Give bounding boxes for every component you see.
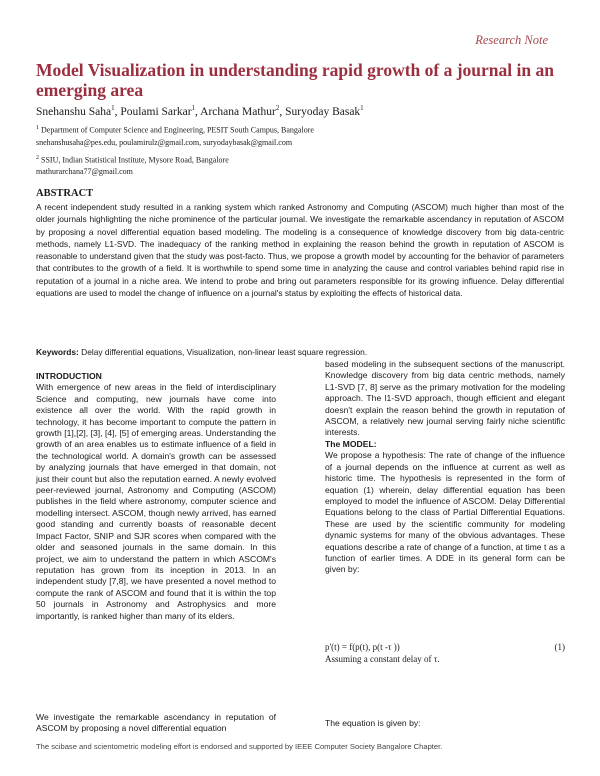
right-column bbox=[325, 359, 565, 439]
introduction-heading: INTRODUCTION bbox=[36, 371, 102, 381]
equation-intro-text: The equation is given by: bbox=[325, 718, 421, 728]
introduction-paragraph: With emergence of new areas in the field of interdisciplinary Science and computing, new journals have come into existence all over the world. With the rapid growth in technology, it has become important to compute the pattern in growth [1],[2], [3], [4], [5] of emerging areas. Understanding the growth of an area enables us to estimate influence of a field in the technological world. A domain's growth can be assessed by analyzing journals that have emerged in that domain, not just their count but also the reputation earned. A newly evolved peer-reviewed journal, Astronomy and Computing (ASCOM) publishes in the field where astronomy, computer science and modelling intersect. ASCOM, though newly arrived, has earned good standing and currently boasts of reasonable decent Impact Factor, SNIP and SJR scores when compared with the older and seasoned journals in the same domain. In this project, we aim to understand the pattern in which ASCOM's reputation has grown from its inception in 2013. In an independent study [7,8], we have presented a novel method to compute the rank of ASCOM and found that it is within the top 50 journals in Astronomy and Astrophysics and more importantly, is ranked higher than many of its elders. bbox=[36, 382, 276, 621]
keywords bbox=[36, 346, 564, 358]
left-column-continued bbox=[36, 712, 276, 735]
equation: p'(t) = f(p(t), p(t -τ )) bbox=[325, 642, 400, 652]
author-list: Snehanshu Saha$^1$, Poulami Sarkar$^1$, Archana Mathur$^2$, Suryoday Basak$^1$ bbox=[36, 104, 364, 118]
right-paragraph-1: based modeling in the subsequent sections of the manuscript. Knowledge discovery from big data centric methods, namely L1-SVD [7, 8] serve as the primary motivation for the modeling approach. The l1-SVD approach, though efficient and elegant doesn't explain the reason behind the growth in reputation of ASCOM, a relatively new journal serving fairly niche scientific interests. bbox=[325, 359, 565, 438]
author-affil-mark: 1 bbox=[360, 104, 364, 112]
equation-block bbox=[325, 641, 565, 665]
abstract-text: A recent independent study resulted in a ranking system which ranked Astronomy and Computing (ASCOM) much higher than most of the older journals highlighting the niche prominence of the particular journal. We investigate the remarkable ascendancy in reputation of ASCOM by proposing a novel differential equation based modeling. The modeling is a consequence of knowledge discovery from big data-centric methods, namely L1-SVD. The inadequacy of the ranking method in explaining the reason behind the growth in reputation of ASCOM is reasonable to understand given that the study was post-facto. Thus, we propose a growth model by accounting for the behavior of parameters that contributes to the growth of a field. It is worthwhile to spend some time in analyzing the cause and control variables behind rapid rise in reputation of a journal in a niche area. We intend to probe and bring out parameters responsible for its growing influence. Delay differential equations are used to model the change of influence on a journal's status by exploiting the effects of historical data. bbox=[36, 202, 564, 299]
author-affil-mark: 1 bbox=[111, 104, 115, 112]
author-name: Archana Mathur bbox=[200, 105, 276, 118]
author-name: Suryoday Basak bbox=[285, 105, 361, 118]
affiliation-1: $^1$ Department of Computer Science and Engineering, PESIT South Campus, Bangalore bbox=[36, 125, 314, 135]
footer-note: The scibase and scientometric modeling effort is endorsed and supported by IEEE Computer Society Bangalore Chapter. bbox=[36, 742, 443, 751]
delay-note: Assuming a constant delay of τ. bbox=[325, 654, 440, 664]
author-name: Snehanshu Saha bbox=[36, 105, 112, 118]
keywords-label: Keywords: bbox=[36, 347, 79, 357]
model-section bbox=[325, 439, 565, 576]
author-name: Poulami Sarkar bbox=[120, 105, 192, 118]
introduction-paragraph-2: We investigate the remarkable ascendancy in reputation of ASCOM by proposing a novel differential equation bbox=[36, 712, 276, 734]
equation-intro bbox=[325, 718, 565, 729]
model-paragraph: We propose a hypothesis: The rate of change of the influence of a journal depends on the influence at current as well as historic time. The hypothesis is represented in the form of equation (1) wherein, delay differential equation has been employed to model the influence of ASCOM. Delay Differential Equations belong to the class of Partial Differential Equations. These are used by the scientific community for modeling dynamic systems for many of the obvious advantages. These equations describe a rate of change of a function, at time t as a function of earlier times. A DDE in its general form can be given by: bbox=[325, 450, 565, 575]
model-heading: The MODEL: bbox=[325, 439, 377, 449]
paper-title: Model Visualization in understanding rapid growth of a journal in an emerging area bbox=[36, 60, 554, 100]
affiliation-2-emails: mathurarchana77@gmail.com bbox=[36, 167, 133, 176]
keywords-text: Delay differential equations, Visualization, non-linear least square regression. bbox=[78, 347, 368, 357]
research-note-tag: Research Note bbox=[475, 33, 548, 47]
left-column bbox=[36, 371, 276, 622]
author-affil-mark: 1 bbox=[191, 104, 196, 112]
author-affil-mark: 2 bbox=[275, 104, 280, 112]
affiliation-2: $^2$ SSIU, Indian Statistical Institute, Mysore Road, Bangalore bbox=[36, 155, 229, 165]
equation-number: (1) bbox=[554, 642, 565, 652]
abstract-heading: ABSTRACT bbox=[36, 188, 94, 199]
affiliation-1-emails: snehanshusaha@pes.edu, poulamirulz@gmail.com, suryodaybasak@gmail.com bbox=[36, 138, 293, 147]
